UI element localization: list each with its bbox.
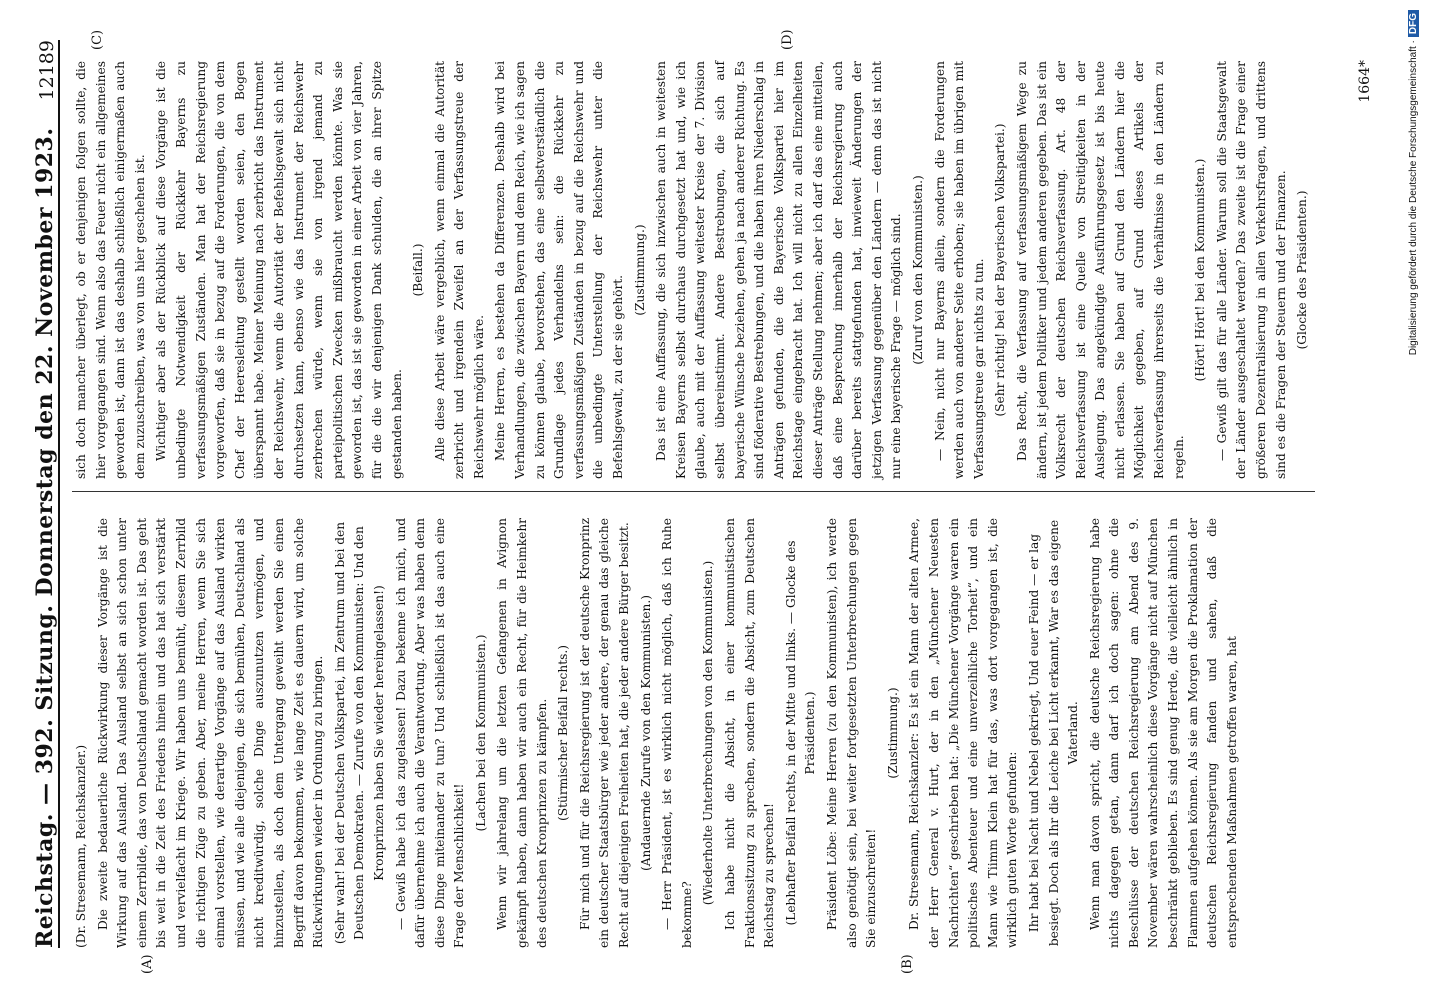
interjection: Ihr habt bei Nacht und Nebel gekriegt, Und euer Feind — er lag besiegt. Doch als Ihr die Leiche bei Licht erkannt, War es das eigene Vaterland. [1026,519,1081,947]
interjection: (Zustimmung.) [885,687,900,779]
dfg-logo: DFG [1408,10,1419,37]
interjection: (Beifall.) [411,243,426,297]
paragraph: Das ist eine Auffassung, die sich inzwischen auch in weitesten Kreisen Bayerns selbst durchaus durchgesetzt hat und, wie ich glaube, auch mit der Auffassung weitester Kreise der 7. Division selbst übereinstimmt. Andere Bestrebungen, die sich auf bayerische Wünsche beziehen, gehen ja nach anderer Richtung. Es sind föderative Bestrebungen, und die haben ihren Niederschlag in Anträgen gefunden, die die Bayerische Volkspartei hier im Reichstage eingebracht hat. Ich will nicht zu allen Einzelheiten dieser Anträge Stellung nehmen; aber ich darf das eine mitteilen, daß eine Besprechung innerhalb der Reichsregierung auch darüber bereits stattgefunden hat, inwieweit Änderungen der jetzigen Verfassung gegenüber den Ländern — denn das ist nicht nur eine bayerische Frage — möglich sind. [654,61,904,479]
paragraph: — Nein, nicht nur Bayerns allein, sondern die Forderungen werden auch von anderer Seite erhoben; sie haben im übrigen mit Verfassungstreue gar nichts zu tun. [932,61,986,479]
running-title: Reichstag. — 392. Sitzung. Donnerstag den 22. November 1923. [32,127,58,948]
interjection: (Glocke des Präsidenten.) [1295,190,1310,350]
paragraph: Wenn wir jahrelang um die letzten Gefangenen in Avignon gekämpft haben, dann haben wir auch ein Recht, für die Heimkehr des deutschen Kronprinzen zu kämpfen. [495,518,549,948]
interjection: (Zustimmung.) [632,224,647,316]
paragraph: Dr. Stresemann, Reichskanzler: Es ist ein Mann der alten Armee, der Herr General v. Hurt, der in den „Münchener Neuesten Nachrichten“ geschrieben hat: „Die Münchener Vorgänge waren ein politisches Abenteuer und eine unverzeihliche Torheit“, und ein Mann wie Tiimm Klein hat für das, was dort vorgegangen ist, die wirklich guten Worte gefunden: [907,518,1020,948]
interjection: (Lachen bei den Kommunisten.) [473,634,488,832]
text-column-left [72,518,1244,948]
sheet-signature: 1664* [1357,60,1373,103]
paragraph: Meine Herren, es bestehen da Differenzen. Deshalb wird bei Verhandlungen, die zwischen Bayern und dem Reich, wie ich sagen zu können glaube, bevorstehen, das eine selbstverständlich die Grundlage jedes Verhandelns sein: die Rückkehr zu verfassungsmäßigen Zuständen in bezug auf die Reichswehr und die unbedingte Unterstellung der Reichswehr unter die Befehlsgewalt, zu der sie gehört. [493,61,626,479]
margin-mark-c: (C) [90,29,105,50]
paragraph: — Herr Präsident, ist es wirklich nicht möglich, daß ich Ruhe bekomme? [660,518,694,948]
paragraph: (Dr. Stresemann, Reichskanzler.) [74,744,88,948]
paragraph: sich doch mancher überlegt, ob er denjenigen folgen sollte, die hier vorgegangen sind. Wenn also das Feuer nicht ein allgemeines geworden ist, dann ist das deshalb schließlich einigermaßen auch dem zuzuschreiben, was von uns hier geschehen ist. [74,61,147,479]
interjection: (Hört! Hört! bei den Kommunisten.) [1193,158,1208,382]
paragraph: Präsident Löbe: Meine Herren (zu den Kommunisten), ich werde also genötigt sein, bei weiter fortgesetzten Unterbrechungen gegen Sie einzuschreiten! [824,518,879,948]
margin-mark-d: (D) [780,29,795,50]
paragraph: Wichtiger aber als der Rückblick auf diese Vorgänge ist die unbedingte Notwendigkeit der Rückkehr Bayerns zu verfassungsmäßigen Zuständen. Man hat der Reichsregierung vorgeworfen, daß sie in bezug auf die Forderungen, die von dem Chef der Heeresleitung gestellt worden seien, den Bogen überspannt habe. Meiner Meinung nach zerbricht das Instrument der Reichswehr, wenn die Autorität der Befehlsgewalt sich nicht durchsetzen kann, ebenso wie das Instrument der Reichswehr zerbrechen würde, wenn sie von irgend jemand zu parteipolitischen Zwecken mißbraucht werden könnte. Was sie geworden ist, das ist sie geworden in einer Arbeit von vier Jahren, für die die wir denjenigen Dank schulden, die an ihrer Spitze gestanden haben. [154,61,404,479]
paragraph: Für mich und für die Reichsregierung ist der deutsche Kronprinz ein deutscher Staatsbürger wie jeder andere, der genau das gleiche Recht auf diejenigen Freiheiten hat, die jeder andere Bürger besitzt. [577,518,632,948]
digitization-note [1400,6,1428,994]
interjection: (Zuruf von den Kommunisten.) [910,175,925,365]
paragraph: Wenn man davon spricht, die deutsche Reichsregierung habe nichts dagegen getan, dann darf ich doch sagen: ohne die Beschlüsse der deutschen Reichsregierung am Abend des 9. November wären wahrscheinlich diese Vorgänge nicht auf München beschränkt geblieben. Es sind genug Herde, die vielleicht ähnlich in Flammen aufgehen können. Als sie am Morgen die Proklamation der deutschen Reichsregierung fanden und sahen, daß die entsprechenden Maßnahmen getroffen waren, hat [1087,518,1239,948]
paragraph: Ich habe nicht die Absicht, in einer kommunistischen Fraktionssitzung zu sprechen, sondern die Absicht, zum Deutschen Reichstag zu sprechen! [723,518,777,948]
text-column-right [72,61,1315,492]
paragraph: Die zweite bedauerliche Rückwirkung dieser Vorgänge ist die Wirkung auf das Ausland. Das Ausland selbst an sich schon unter einem Zerrbilde, das von Deutschland gemacht worden ist. Das geht bis weit in die Zeit des Friedens hinein und das hat sich verstärkt und vervielfacht im Kriege. Wir haben uns bemüht, diesem Zerrbild die richtigen Züge zu geben. Aber, meine Herren, wenn Sie sich einmal vorstellen, wie derartige Vorgänge auf das Ausland wirken müssen, und wie alle diejenigen, die sich bemühen, Deutschland als nicht kreditwürdig, solche Dinge auszunutzen vermögen, und hinzustellen, als doch dem Untergang geweiht werden Sie einen Begriff davon bekommen, wie lange Zeit es dauern wird, um solche Rückwirkungen wieder in Ordnung zu bringen. [95,518,326,948]
interjection: (Lebhafter Beifall rechts, in der Mitte und links. — Glocke des Präsidenten.) [783,540,818,926]
paragraph: — Gewiß habe ich das zugelassen! Dazu bekenne ich mich, und dafür übernehme ich auch die Verantwortung. Aber was haben denn diese Dinge miteinander zu tun? Und schließlich ist das auch eine Frage der Menschlichkeit! [393,518,467,948]
interjection: (Sehr wahr! bei der Deutschen Volkspartei, im Zentrum und bei den Deutschen Demokraten. — Zurufe von den Kommunisten: Und den Kronprinzen haben Sie wieder hereingelassen!) [332,521,386,945]
page-number: 12189 [36,40,58,101]
margin-mark-b: (B) [900,954,915,974]
interjection: (Wiederholte Unterbrechungen von den Kommunisten.) [701,560,716,906]
page-header [14,40,60,948]
paragraph: Alle diese Arbeit wäre vergeblich, wenn einmal die Autorität zerbricht und irgendein Zweifel an der Verfassungstreue der Reichswehr möglich wäre. [432,61,486,479]
margin-mark-a: (A) [140,954,155,974]
interjection: (Andauernde Zurufe von den Kommunisten.) [638,594,653,872]
interjection: (Stürmischer Beifall rechts.) [556,645,571,821]
digitization-text: Digitalisierung gefördert durch die Deutsche Forschungsgemeinschaft · [1408,40,1419,356]
paragraph: Das Recht, die Verfassung auf verfassungsmäßigem Wege zu ändern, ist jedem Politiker und jedem anderen gegeben. Das ist ein Volksrecht der deutschen Reichsverfassung. Art. 48 der Reichsverfassung ist eine Quelle von Streitigkeiten in der Auslegung. Das angekündigte Ausführungsgesetz ist bis heute nicht erlassen. Sie haben auf Grund den Ländern hier die Möglichkeit gegeben, auf Grund dieses Artikels der Reichsverfassung ihrerseits die Verhältnisse in den Ländern zu regeln. [1014,61,1186,479]
interjection: (Sehr richtig! bei der Bayerischen Volkspartei.) [993,123,1008,417]
paragraph: — Gewiß gilt das für alle Länder. Warum soll die Staatsgewalt der Länder ausgeschaltet werden? Das zweite ist die Frage einer größeren Dezentralisierung in allen Verkehrsfragen, und drittens sind es die Fragen der Steuern und der Finanzen. [1214,61,1288,479]
